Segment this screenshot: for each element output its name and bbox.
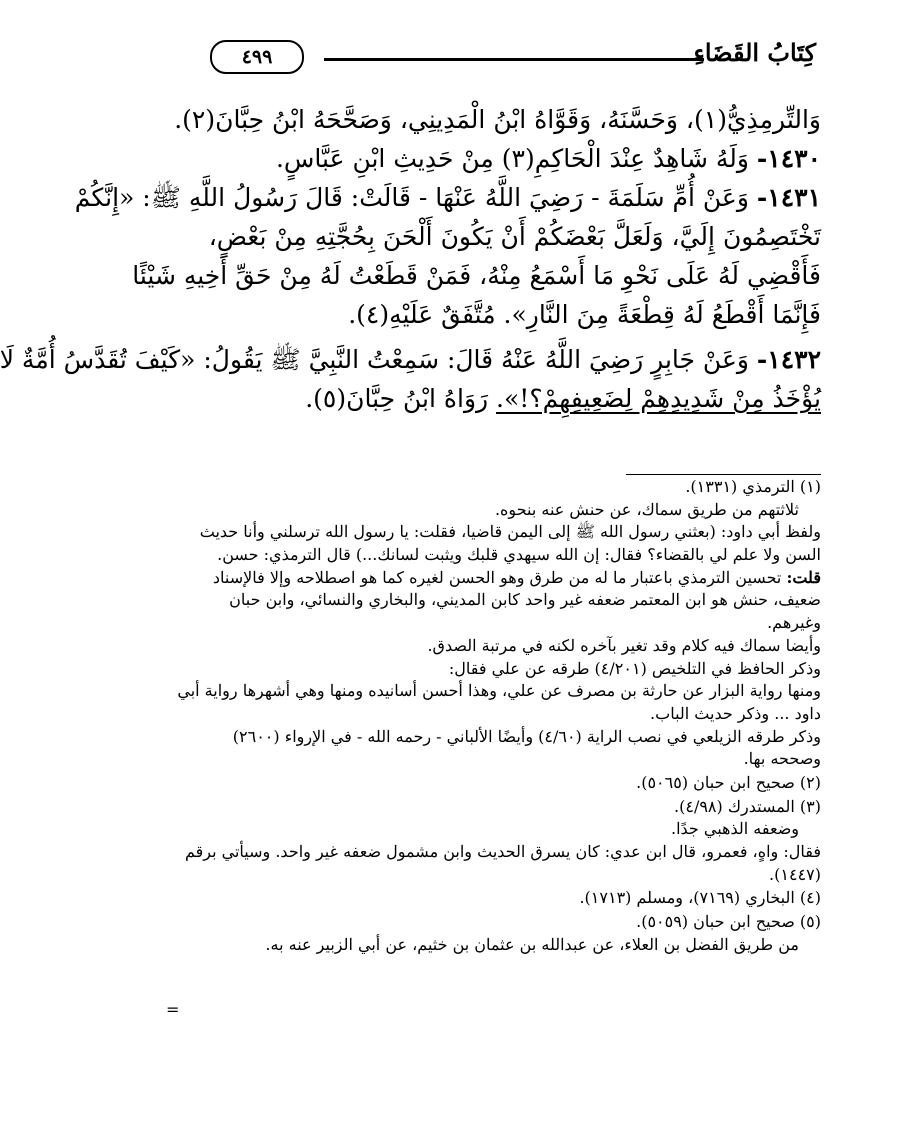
footnote-line: ولفظ أبي داود: (بعثني رسول الله ﷺ إلى اليمن قاضيا، فقلت: يا رسول الله ترسلني وأنا حديث (199, 522, 821, 542)
hadith-text: وَعَنْ أُمِّ سَلَمَةَ - رَضِيَ اللَّهُ عَنْهَا - قَالَتْ: قَالَ رَسُولُ اللَّهِ ﷺ: «إِنَّكُمْ (74, 183, 749, 212)
footnote-5-title: (٥) صحيح ابن حبان (٥٠٥٩). (636, 912, 821, 932)
footnote-separator (626, 474, 821, 475)
hadith-1431 (74, 178, 821, 217)
footnote-line: (١٤٤٧). (769, 864, 821, 884)
hadith-number: ١٤٣٠- (756, 144, 821, 173)
main-line: وَالتِّرمِذِيُّ(١)، وَحَسَّنَهُ، وَقَوَّاهُ ابْنُ الْمَدِينِي، وَصَحَّحَهُ ابْنُ حِبَّانَ(٢). (174, 105, 821, 134)
margin-mark: = (166, 1000, 180, 1019)
footnote-4: (٤) البخاري (٧١٦٩)، ومسلم (١٧١٣). (579, 888, 821, 908)
footnote-2: (٢) صحيح ابن حبان (٥٠٦٥). (636, 772, 821, 792)
main-line: فَأَقْضِي لَهُ عَلَى نَحْوِ مَا أَسْمَعُ مِنْهُ، فَمَنْ قَطَعْتُ لَهُ مِنْ حَقِّ أَخِيهِ شَيْئًا (132, 261, 821, 290)
footnote-line: ثلاثتهم من طريق سماك، عن حنش عنه بنحوه. (494, 499, 799, 519)
attribution-text: رَوَاهُ ابْنُ حِبَّانَ(٥). (305, 384, 497, 413)
footnote-line: وذكر طرقه الزيلعي في نصب الراية (٤/٦٠) وأيضًا الألباني - رحمه الله - في الإرواء (٢٦٠٠) (232, 726, 821, 746)
footnote-line: داود ... وذكر حديث الباب. (650, 703, 821, 723)
main-text (0, 100, 821, 418)
main-line (206, 379, 821, 418)
hadith-number: ١٤٣١- (756, 183, 821, 212)
footnote-line: وصححه بها. (743, 749, 821, 769)
page-header (206, 38, 816, 80)
footnote-line (158, 567, 821, 590)
page-number: ٤٩٩ (210, 40, 304, 74)
header-rule (324, 58, 704, 61)
footnote-line: وأيضا سماك فيه كلام وقد تغير بآخره لكنه في مرتبة الصدق. (427, 635, 821, 655)
hadith-text: وَلَهُ شَاهِدٌ عِنْدَ الْحَاكِمِ(٣) (501, 144, 749, 173)
footnotes (158, 476, 821, 956)
underlined-text: يُؤْخَذُ مِنْ شَدِيدِهِمْ لِضَعِيفِهِمْ؟!». (496, 384, 821, 413)
footnote-text: تحسين الترمذي باعتبار ما له من طرق وهو الحسن لغيره كما هو اصطلاحه وإلا فالإسناد (212, 567, 787, 587)
footnote-3-title: (٣) المستدرك (٤/٩٨). (674, 796, 821, 816)
footnote-line: وغيرهم. (767, 613, 821, 633)
footnote-line: السن ولا علم لي بالقضاء؟ فقال: إن الله سيهدي قلبك ويثبت لسانك...) قال الترمذي: حسن. (217, 545, 821, 565)
footnote-line: وضعفه الذهبي جدًا. (670, 819, 799, 839)
hadith-number: ١٤٣٢- (756, 345, 821, 374)
footnote-line: ضعيف، حنش هو ابن المعتمر ضعفه غير واحد كابن المديني، والبخاري والنسائي، وابن حبان (229, 590, 821, 610)
hadith-text: مِنْ حَدِيثِ ابْنِ عَبَّاسٍ. (275, 144, 494, 173)
footnote-line: ومنها رواية البزار عن حارثة بن مصرف عن علي، وهذا أحسن أسانيده ومنها وهي أشهرها رواية أبي (177, 681, 821, 701)
hadith-1430 (206, 139, 821, 178)
main-line: فَإِنَّمَا أَقْطَعُ لَهُ قِطْعَةً مِنَ النَّارِ». مُتَّفَقٌ عَلَيْهِ(٤). (348, 300, 821, 329)
footnote-line: من طريق الفضل بن العلاء، عن عبدالله بن عثمان بن خثيم، عن أبي الزبير عنه به. (265, 934, 799, 954)
hadith-text: وَعَنْ جَابِرٍ رَضِيَ اللَّهُ عَنْهُ قَالَ: سَمِعْتُ النَّبِيَّ ﷺ يَقُولُ: «كَيْفَ تُقَدَّسُ أُمَّةٌ لَا (0, 345, 749, 374)
qult-label: قلت: (786, 567, 821, 587)
footnote-1-title: (١) الترمذي (١٣٣١). (685, 477, 821, 496)
footnote-line: وذكر الحافظ في التلخيص (٤/٢٠١) طرقه عن علي فقال: (448, 658, 821, 678)
footnote-line: فقال: واهٍ، فعمرو، قال ابن عدي: كان يسرق الحديث وابن مشمول ضعفه غير واحد. وسيأتي برقم (184, 842, 821, 861)
hadith-1432 (0, 340, 821, 379)
book-title: كِتَابُ القَضَاءِ (693, 38, 816, 67)
main-line: تَخْتَصِمُونَ إِلَيَّ، وَلَعَلَّ بَعْضَكُمْ أَنْ يَكُونَ أَلْحَنَ بِحُجَّتِهِ مِنْ بَعْضٍ، (208, 222, 821, 251)
